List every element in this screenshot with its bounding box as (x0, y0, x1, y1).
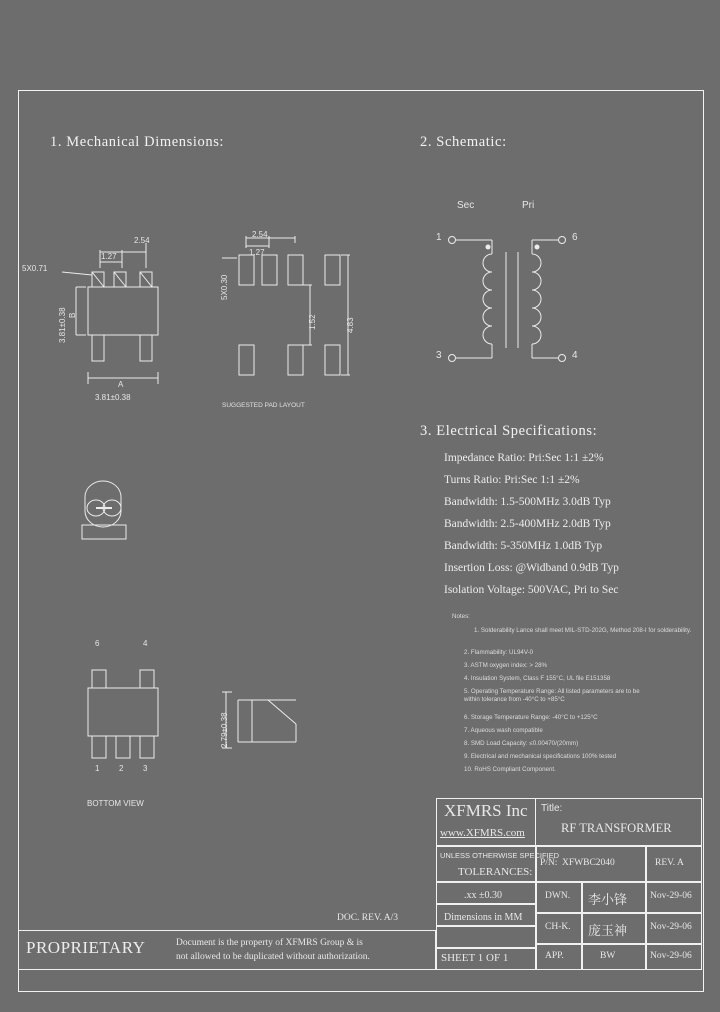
dimensions-cell (436, 926, 536, 948)
pad-dim-1-52: 1.52 (308, 314, 317, 330)
pn-value: XFWBC2040 (562, 858, 615, 868)
pad-dim-5x0-30: 5X0.30 (220, 274, 229, 300)
chk-date: Nov-29-06 (650, 922, 692, 932)
spec-line-7: Isolation Voltage: 500VAC, Pri to Sec (444, 584, 619, 596)
schematic-pin-4: 4 (572, 350, 578, 361)
dim-a-value: 3.81±0.38 (95, 393, 131, 402)
section-1-title: 1. Mechanical Dimensions: (50, 134, 225, 150)
spec-line-5: Bandwidth: 5-350MHz 1.0dB Typ (444, 540, 603, 552)
section-3-title: 3. Electrical Specifications: (420, 423, 598, 439)
spec-line-4: Bandwidth: 2.5-400MHz 2.0dB Typ (444, 518, 611, 530)
pin-2-label: 2 (119, 764, 124, 773)
pad-dim-1-27: 1.27 (249, 248, 265, 257)
pad-dim-2-54: 2.54 (252, 230, 268, 239)
dim-2-79: 2.79±0.38 (220, 712, 229, 748)
pad-dim-4-83: 4.83 (346, 317, 355, 333)
proprietary-word: PROPRIETARY (26, 938, 146, 957)
dim-b-value: 3.81±0.38 (58, 307, 67, 343)
schematic-pin-1: 1 (436, 232, 442, 243)
note-2: 2. Flammability: UL94V-0 (464, 649, 534, 656)
title-label: Title: (541, 803, 563, 814)
app-role: APP. (545, 951, 564, 961)
bottom-view-label: BOTTOM VIEW (87, 799, 144, 808)
spec-line-1: Impedance Ratio: Pri:Sec 1:1 ±2% (444, 452, 604, 464)
notes-title: Notes: (452, 613, 470, 620)
pin-4-label: 4 (143, 639, 148, 648)
schematic-pin-3: 3 (436, 350, 442, 361)
doc-rev: DOC. REV. A/3 (337, 913, 399, 923)
spec-line-2: Turns Ratio: Pri:Sec 1:1 ±2% (444, 474, 580, 486)
dim-5x0-71: 5X0.71 (22, 264, 48, 273)
pin-3-label: 3 (143, 764, 148, 773)
dwn-date: Nov-29-06 (650, 891, 692, 901)
pn-label: P/N: (540, 858, 558, 868)
note-6: 6. Storage Temperature Range: -40°C to +125°C (464, 714, 598, 721)
chk-role: CH-K. (545, 922, 571, 932)
proprietary-line-1: Document is the property of XFMRS Group & is (176, 938, 363, 948)
note-5: 5. Operating Temperature Range: All listed parameters are to be within tolerance from -40°C to +85°C (464, 688, 640, 704)
dim-b-label: B (68, 312, 77, 318)
company-website[interactable]: www.XFMRS.com (440, 827, 525, 839)
tolerance-value: .xx ±0.30 (464, 890, 502, 901)
app-date: Nov-29-06 (650, 951, 692, 961)
note-10: 10. RoHS Compliant Component. (464, 766, 556, 773)
dwn-name: 李小锋 (588, 893, 628, 908)
chk-name: 庞玉神 (588, 924, 628, 939)
section-2-title: 2. Schematic: (420, 134, 507, 150)
pin-6-label: 6 (95, 639, 100, 648)
note-4: 4. Insulation System, Class F 155°C, UL file E151358 (464, 675, 611, 682)
sec-label: Sec (457, 200, 475, 211)
pri-label: Pri (522, 200, 535, 211)
note-1: 1. Solderability Lance shall meet MIL-STD-202G, Method 208-I for solderability. (474, 627, 692, 634)
company-name: XFMRS Inc (444, 801, 528, 820)
note-7: 7. Aqueous wash compatible (464, 727, 543, 734)
proprietary-line-2: not allowed to be duplicated without authorization. (176, 952, 370, 962)
dimensions-label: Dimensions in MM (444, 912, 523, 923)
sheet-label: SHEET 1 OF 1 (441, 952, 509, 964)
pin-1-label: 1 (95, 764, 100, 773)
note-8: 8. SMD Load Capacity: ≤0.00470/(20mm) (464, 740, 579, 747)
dim-a-label: A (118, 380, 124, 389)
dwn-role: DWN. (545, 891, 571, 901)
title-value: RF TRANSFORMER (561, 821, 672, 835)
tolerances-label: TOLERANCES: (458, 866, 533, 878)
rev-label: REV. A (655, 858, 684, 868)
schematic-pin-6: 6 (572, 232, 578, 243)
app-name: BW (600, 951, 616, 961)
unless-label: UNLESS OTHERWISE SPECIFIED (440, 851, 560, 860)
note-9: 9. Electrical and mechanical specifications 100% tested (464, 753, 617, 760)
dim-2-54-top: 2.54 (134, 236, 150, 245)
spec-line-3: Bandwidth: 1.5-500MHz 3.0dB Typ (444, 496, 611, 508)
pad-layout-label: SUGGESTED PAD LAYOUT (222, 402, 305, 409)
note-3: 3. ASTM oxygen index: > 28% (464, 662, 548, 669)
dim-1-27-top: 1.27 (101, 252, 117, 261)
spec-line-6: Insertion Loss: @Widband 0.9dB Typ (444, 562, 619, 574)
